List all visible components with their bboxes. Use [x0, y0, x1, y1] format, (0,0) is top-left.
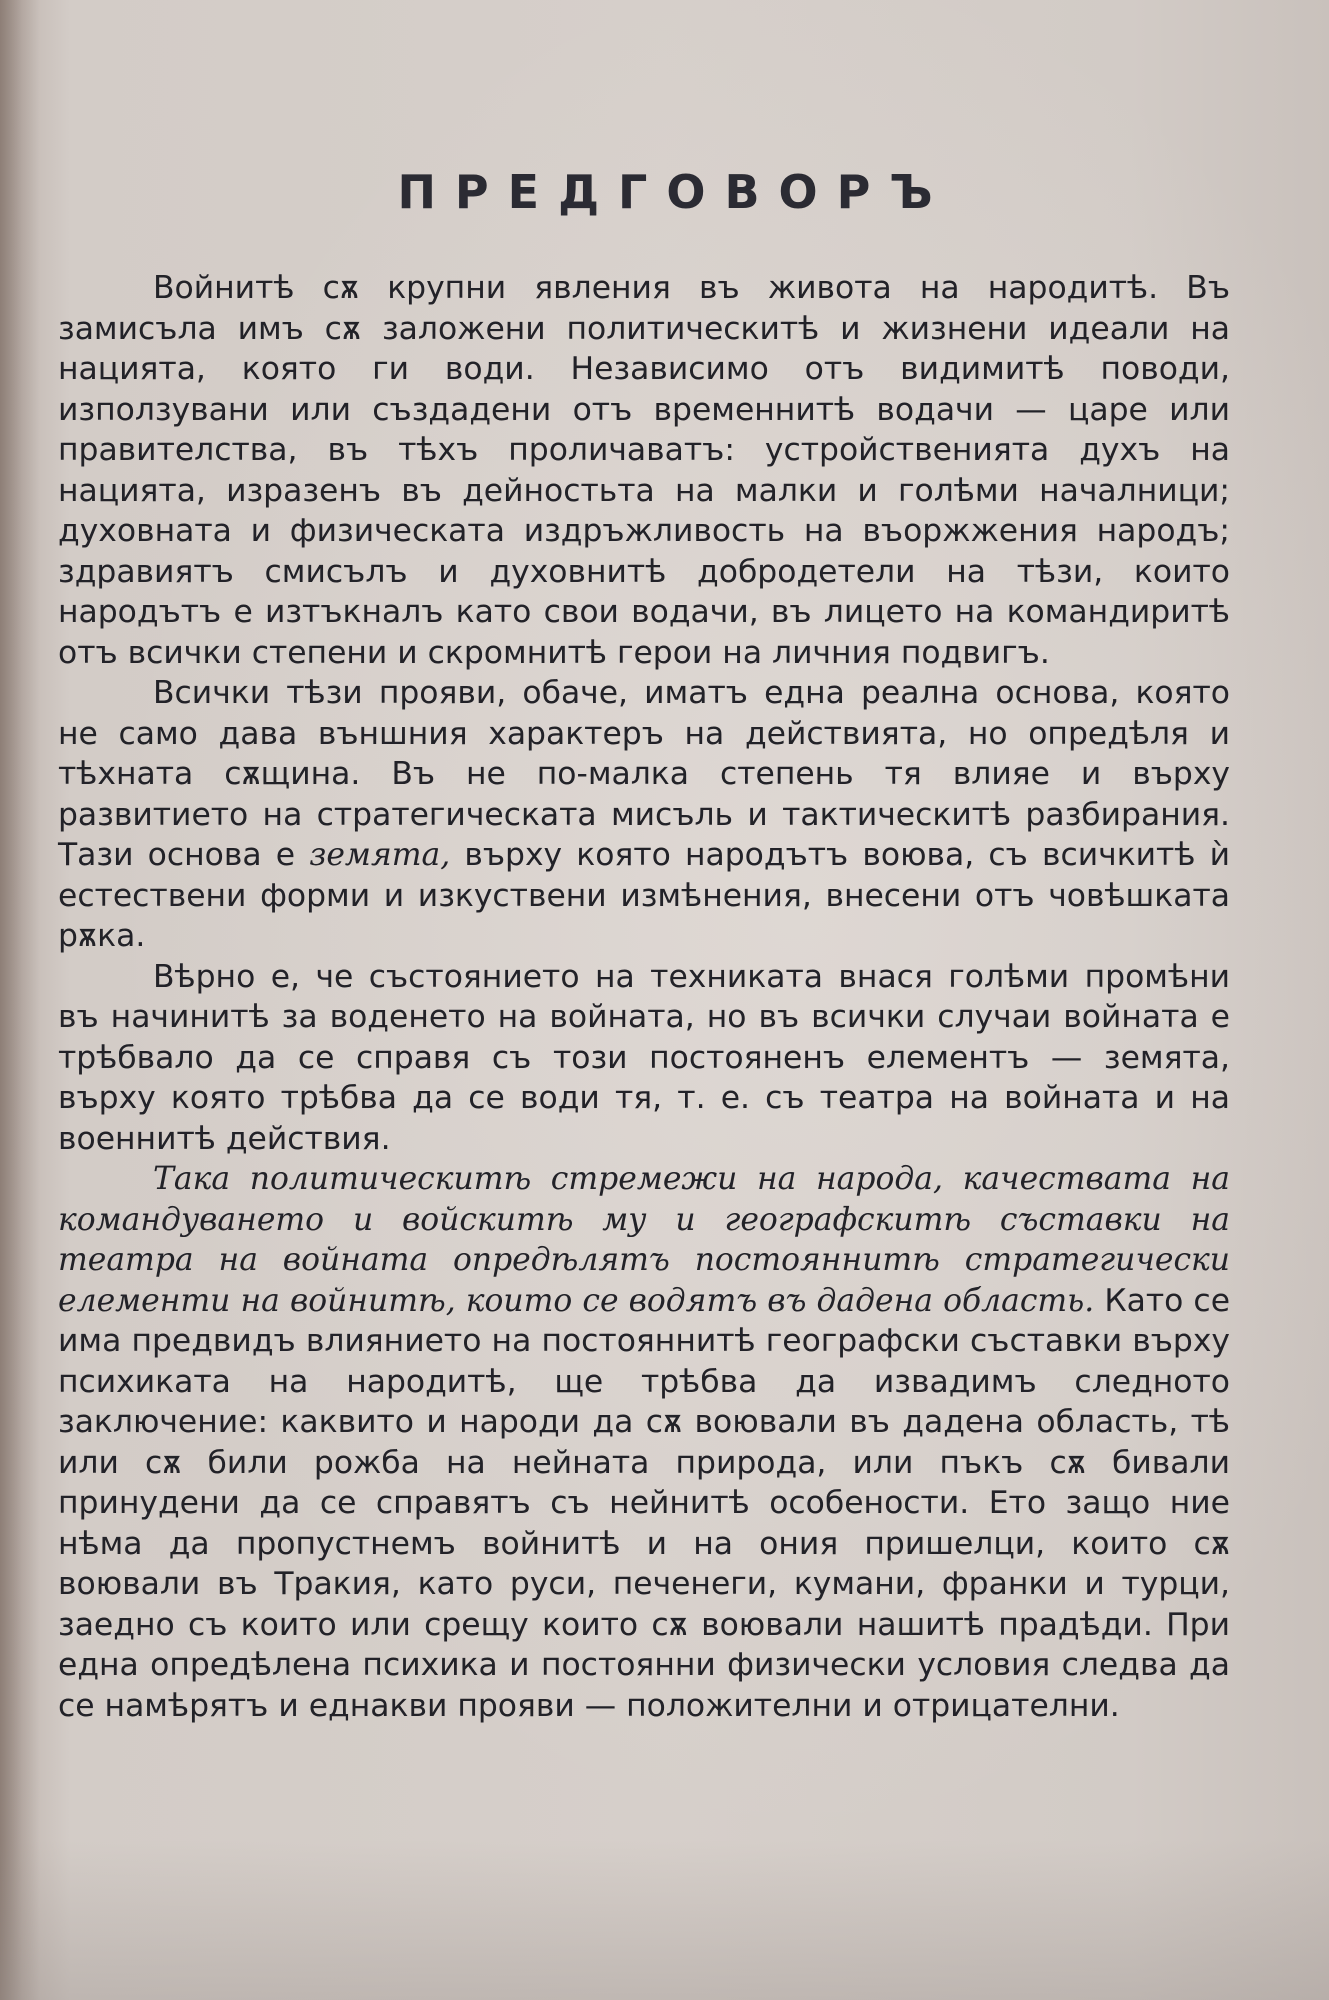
paragraph-4-end: Като се има предвидъ влиянието на постояннитѣ географски съставки върху психиката на народитѣ, ще трѣбва да извадимъ следното заключение: каквито и народи да сѫ воювали въ дадена область, тѣ или сѫ били рожба на нейната природа, или пъкъ сѫ бивали принудени да се справятъ съ нейнитѣ особености. Ето защо ние нѣма да пропустнемъ войнитѣ и на ония пришелци, които сѫ воювали въ Тракия, като руси, печенеги, кумани, франки и турци, заедно съ които или срещу които сѫ воювали нашитѣ прадѣди. При една опредѣлена психика и постоянни физически условия следва да се намѣрятъ и еднакви прояви — положителни и отрицателни.: [58, 1282, 1231, 1724]
page-gutter-shadow: [0, 0, 40, 2000]
body-text: [58, 268, 1230, 1726]
paragraph-3: Вѣрно е, че състоянието на техниката внася голѣми промѣни въ начинитѣ за воденето на войната, но въ всички случаи войната е трѣбвало да се справя съ този постояненъ елементъ — земята, върху която трѣбва да се води тя, т. е. съ театра на войната и на военнитѣ действия.: [58, 958, 1230, 1157]
page-title: ПРЕДГОВОРЪ: [397, 165, 952, 219]
paragraph-2-end: върху която народътъ воюва, съ всичкитѣ ѝ естествени форми и изкуствени измѣнения, внесени отъ човѣшката рѫка.: [58, 837, 1230, 954]
paragraph-2: [58, 673, 1230, 957]
paragraph-2-emphasis: земята,: [309, 837, 451, 873]
paragraph-1: Войнитѣ сѫ крупни явления въ живота на народитѣ. Въ замисъла имъ сѫ заложени политическитѣ и жизнени идеали на нацията, която ги води. Независимо отъ видимитѣ поводи, използувани или създадени отъ временнитѣ водачи — царе или правителства, въ тѣхъ проличаватъ: устройственията духъ на нацията, изразенъ въ дейностьта на малки и голѣми началници; духовната и физическата издръжливость на въоржжения народъ; здравиятъ смисълъ и духовнитѣ добродетели на тѣзи, които народътъ е изтъкналъ като свои водачи, въ лицето на командиритѣ отъ всички степени и скромнитѣ герои на личния подвигъ.: [58, 270, 1230, 671]
page-bottom-shade: [0, 1840, 1329, 2000]
paragraph-4: [58, 1159, 1230, 1726]
paragraph-2-start: Всички тѣзи прояви, обаче, иматъ една реална основа, която не само дава външния характеръ на действията, но опредѣля и тѣхната сѫщина. Въ не по-малка степень тя влияе и върху развитието на стратегическата мисъль и тактическитѣ разбирания. Тази основа е: [58, 675, 1230, 873]
paragraph-4-emphasis: Така политическитѣ стремежи на народа, качествата на командуването и войскитѣ му и географскитѣ съставки на театра на войната опредѣлятъ постояннитѣ стратегически елементи на войнитѣ, които се водятъ въ дадена область.: [58, 1161, 1230, 1319]
